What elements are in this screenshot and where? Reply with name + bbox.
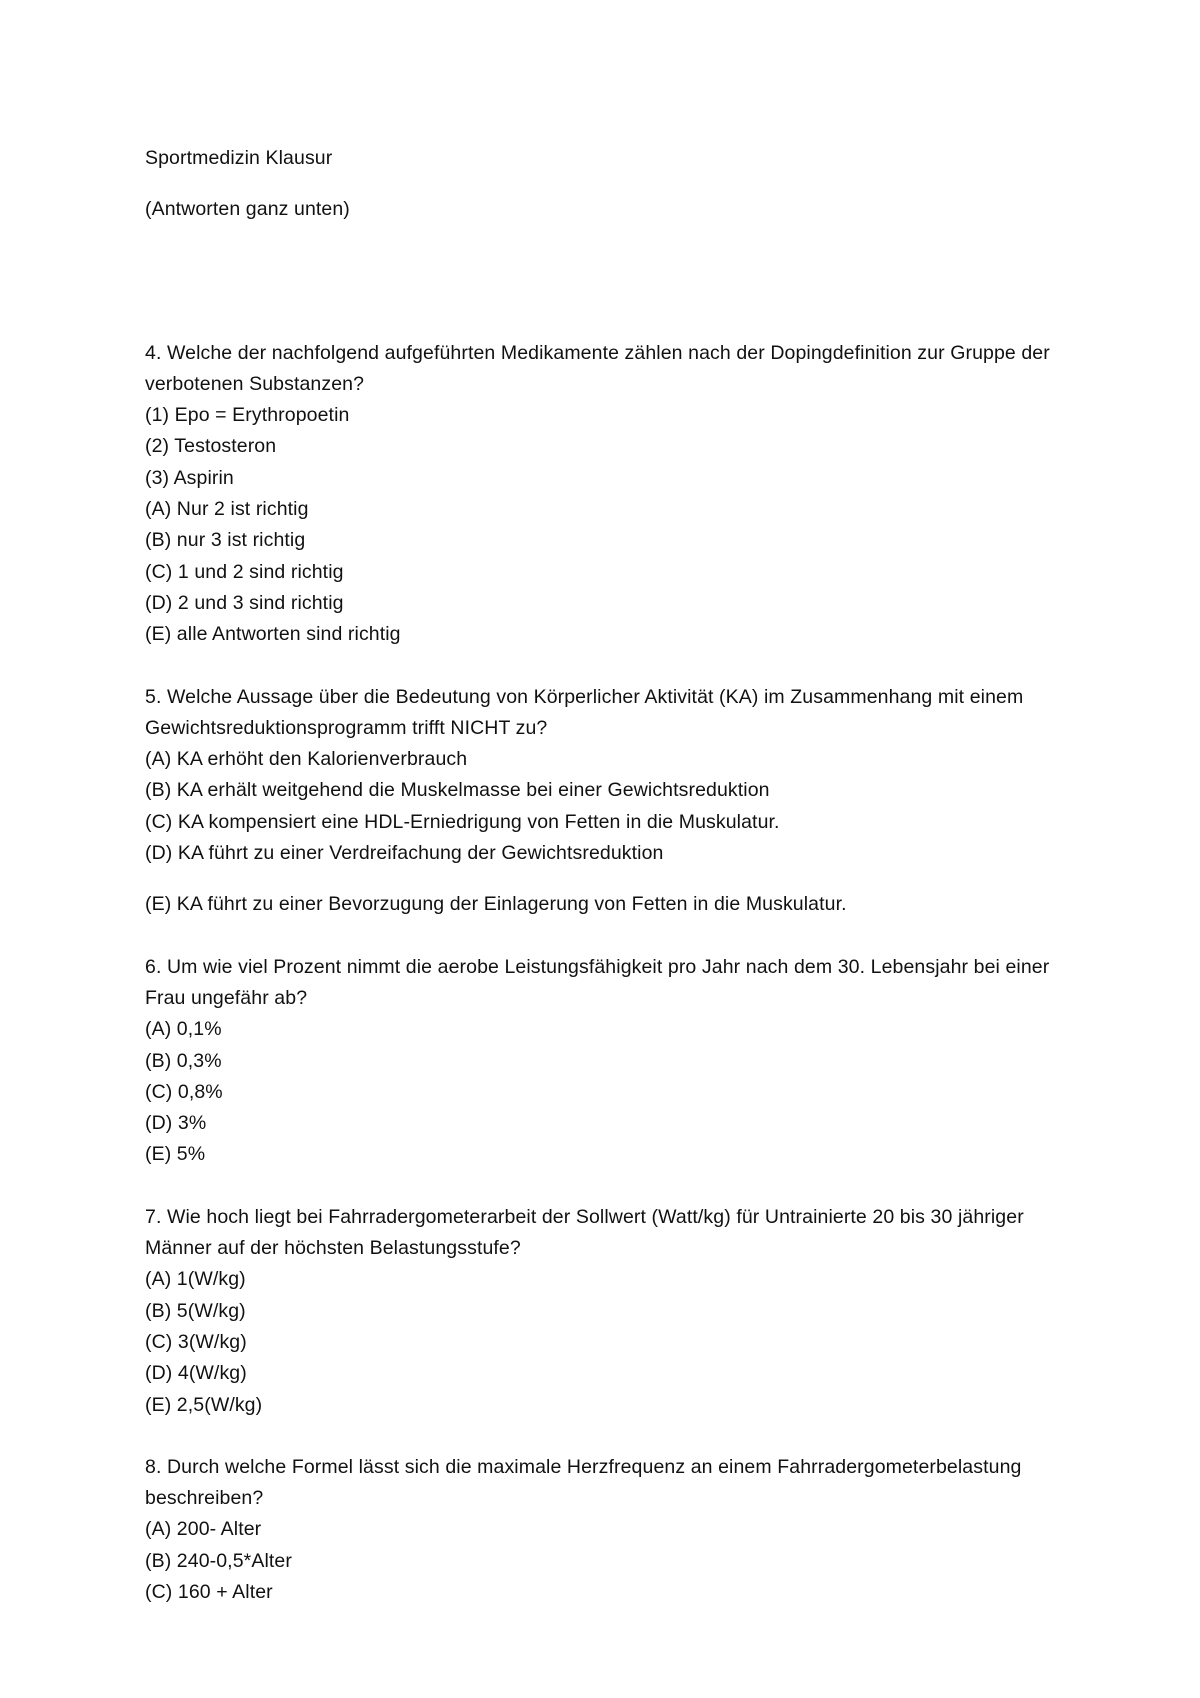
document-subtitle: (Antworten ganz unten) [145,198,350,221]
answer-option: (D) 3% [145,1112,207,1135]
answer-option: (C) KA kompensiert eine HDL-Erniedrigung von Fetten in die Muskulatur. [145,810,780,833]
question-text: 4. Welche der nachfolgend aufgeführten Medikamente zählen nach der Dopingdefinition zur Gruppe der verbotenen Substanzen? [145,341,1050,395]
question-8 [145,1452,1075,1608]
answer-option: (B) 5(W/kg) [145,1299,246,1322]
question-text: 7. Wie hoch liegt bei Fahrradergometerarbeit der Sollwert (Watt/kg) für Untrainierte 20 bis 30 jähriger Männer auf der höchsten Belastungsstufe? [145,1205,1024,1260]
answer-option: (C) 0,8% [145,1080,223,1103]
answer-option: (E) 5% [145,1143,206,1166]
question-text: 5. Welche Aussage über die Bedeutung von Körperlicher Aktivität (KA) im Zusammenhang mit einem Gewichtsreduktionsprogramm trifft NICHT zu? [145,685,1024,739]
answer-option: (A) 0,1% [145,1018,222,1041]
answer-option: (D) KA führt zu einer Verdreifachung der Gewichtsreduktion [145,842,664,865]
answer-option: (C) 3(W/kg) [145,1330,247,1353]
answer-option: (E) KA führt zu einer Bevorzugung der Einlagerung von Fetten in die Muskulatur. [145,893,847,916]
answer-option: (C) 160 + Alter [145,1580,273,1603]
answer-option: (B) 240-0,5*Alter [145,1549,292,1572]
answer-option: (B) nur 3 ist richtig [145,529,306,552]
answer-option: (E) 2,5(W/kg) [145,1393,263,1416]
answer-option: (B) 0,3% [145,1049,222,1072]
question-list [145,338,1075,1609]
question-text: 8. Durch welche Formel lässt sich die maximale Herzfrequenz an einem Fahrradergometerbelastung beschreiben? [145,1455,1022,1510]
question-option: (3) Aspirin [145,466,234,489]
answer-option: (D) 4(W/kg) [145,1362,247,1385]
answer-option: (A) KA erhöht den Kalorienverbrauch [145,748,468,771]
answer-option: (D) 2 und 3 sind richtig [145,591,344,614]
question-option: (2) Testosteron [145,435,277,458]
answer-option: (A) Nur 2 ist richtig [145,498,309,521]
answer-option: (A) 1(W/kg) [145,1268,246,1291]
question-5 [145,682,1075,921]
question-7 [145,1202,1075,1421]
question-text: 6. Um wie viel Prozent nimmt die aerobe Leistungsfähigkeit pro Jahr nach dem 30. Lebensjahr bei einer Frau ungefähr ab? [145,955,1050,1009]
question-4 [145,338,1075,651]
question-6 [145,952,1075,1171]
question-option: (1) Epo = Erythropoetin [145,404,350,427]
answer-option: (A) 200- Alter [145,1518,262,1541]
answer-option: (B) KA erhält weitgehend die Muskelmasse bei einer Gewichtsreduktion [145,779,770,802]
answer-option: (E) alle Antworten sind richtig [145,623,401,646]
document-content [145,143,1075,1639]
document-title: Sportmedizin Klausur [145,147,333,169]
answer-option: (C) 1 und 2 sind richtig [145,560,344,583]
